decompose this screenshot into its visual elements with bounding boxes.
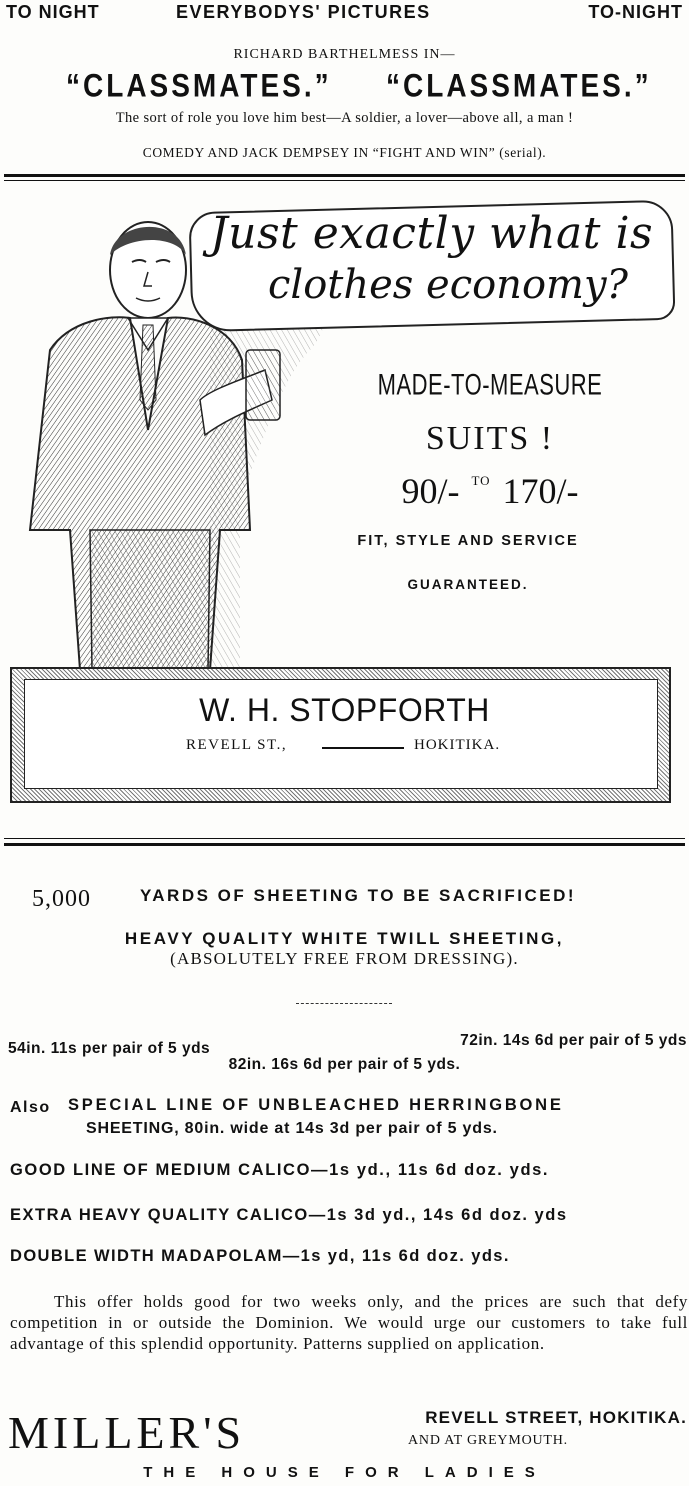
cinema-title-left: “CLASSMATES.” (66, 67, 332, 104)
herringbone-line: SPECIAL LINE OF UNBLEACHED HERRINGBONE (68, 1096, 564, 1114)
price-54in: 54in. 11s per pair of 5 yds (8, 1040, 211, 1057)
suit-price-range (340, 470, 640, 512)
cinema-tonight-left: TO NIGHT (6, 2, 100, 22)
price-to: 170/- (502, 471, 579, 511)
madapolam: DOUBLE WIDTH MADAPOLAM—1s yd, 11s 6d doz. yds. (10, 1247, 510, 1265)
heavy-calico: EXTRA HEAVY QUALITY CALICO—1s 3d yd., 14s 6d doz. yds (10, 1206, 568, 1224)
twill-sheeting: HEAVY QUALITY WHITE TWILL SHEETING, (124, 929, 565, 948)
section-divider-mid-thin (4, 838, 685, 839)
free-from-dressing: (ABSOLUTELY FREE FROM DRESSING). (170, 949, 519, 968)
section-divider-top-thin (4, 180, 685, 181)
guaranteed: GUARANTEED. (407, 577, 529, 592)
store-slogan: THE HOUSE FOR LADIES (143, 1464, 546, 1481)
sheeting-quantity: 5,000 (32, 886, 91, 912)
price-72in: 72in. 14s 6d per pair of 5 yds (460, 1032, 687, 1049)
herringbone-price: SHEETING, 80in. wide at 14s 3d per pair of 5 yds. (86, 1120, 498, 1137)
price-to-word: TO (471, 473, 491, 488)
section-divider-top (4, 174, 685, 177)
also-label: Also (10, 1099, 51, 1116)
suits-label: SUITS ! (425, 420, 555, 457)
cinema-tonight-right: TO-NIGHT (588, 2, 683, 22)
cinema-star-line: RICHARD BARTHELMESS IN— (233, 47, 456, 62)
tailor-headline-line2: clothes economy? (268, 262, 628, 308)
offer-paragraph: This offer holds good for two weeks only, and the prices are such that defy competition in or outside the Dominion. We would urge our customers to take full advantage of this splendid opportunity. Patterns supplied on application. (10, 1292, 688, 1353)
tailor-address-town: HOKITIKA. (414, 737, 501, 753)
sheeting-headline: YARDS OF SHEETING TO BE SACRIFICED! (140, 886, 577, 905)
price-from: 90/- (401, 471, 460, 511)
store-branch: AND AT GREYMOUTH. (408, 1433, 568, 1448)
cinema-venue: EVERYBODYS' PICTURES (176, 2, 431, 22)
price-82in: 82in. 16s 6d per pair of 5 yds. (228, 1056, 461, 1073)
section-divider-mid (4, 843, 685, 846)
tailor-address-street: REVELL ST., (186, 737, 288, 753)
address-rule (322, 747, 404, 749)
cinema-support-line: COMEDY AND JACK DEMPSEY IN “FIGHT AND WIN” (serial). (142, 145, 547, 160)
store-address: REVELL STREET, HOKITIKA. (425, 1408, 687, 1427)
store-name: MILLER'S (8, 1407, 246, 1458)
dashed-rule (296, 1003, 392, 1004)
tailor-name: W. H. STOPFORTH (199, 692, 490, 728)
cinema-tagline: The sort of role you love him best—A soldier, a lover—above all, a man ! (115, 110, 574, 126)
medium-calico: GOOD LINE OF MEDIUM CALICO—1s yd., 11s 6d doz. yds. (10, 1161, 550, 1179)
cinema-title-right: “CLASSMATES.” (386, 67, 652, 104)
tailor-headline-line1: Just exactly what is (210, 208, 654, 259)
made-to-measure: MADE-TO-MEASURE (377, 367, 603, 402)
fit-style-service: FIT, STYLE AND SERVICE (357, 533, 579, 549)
